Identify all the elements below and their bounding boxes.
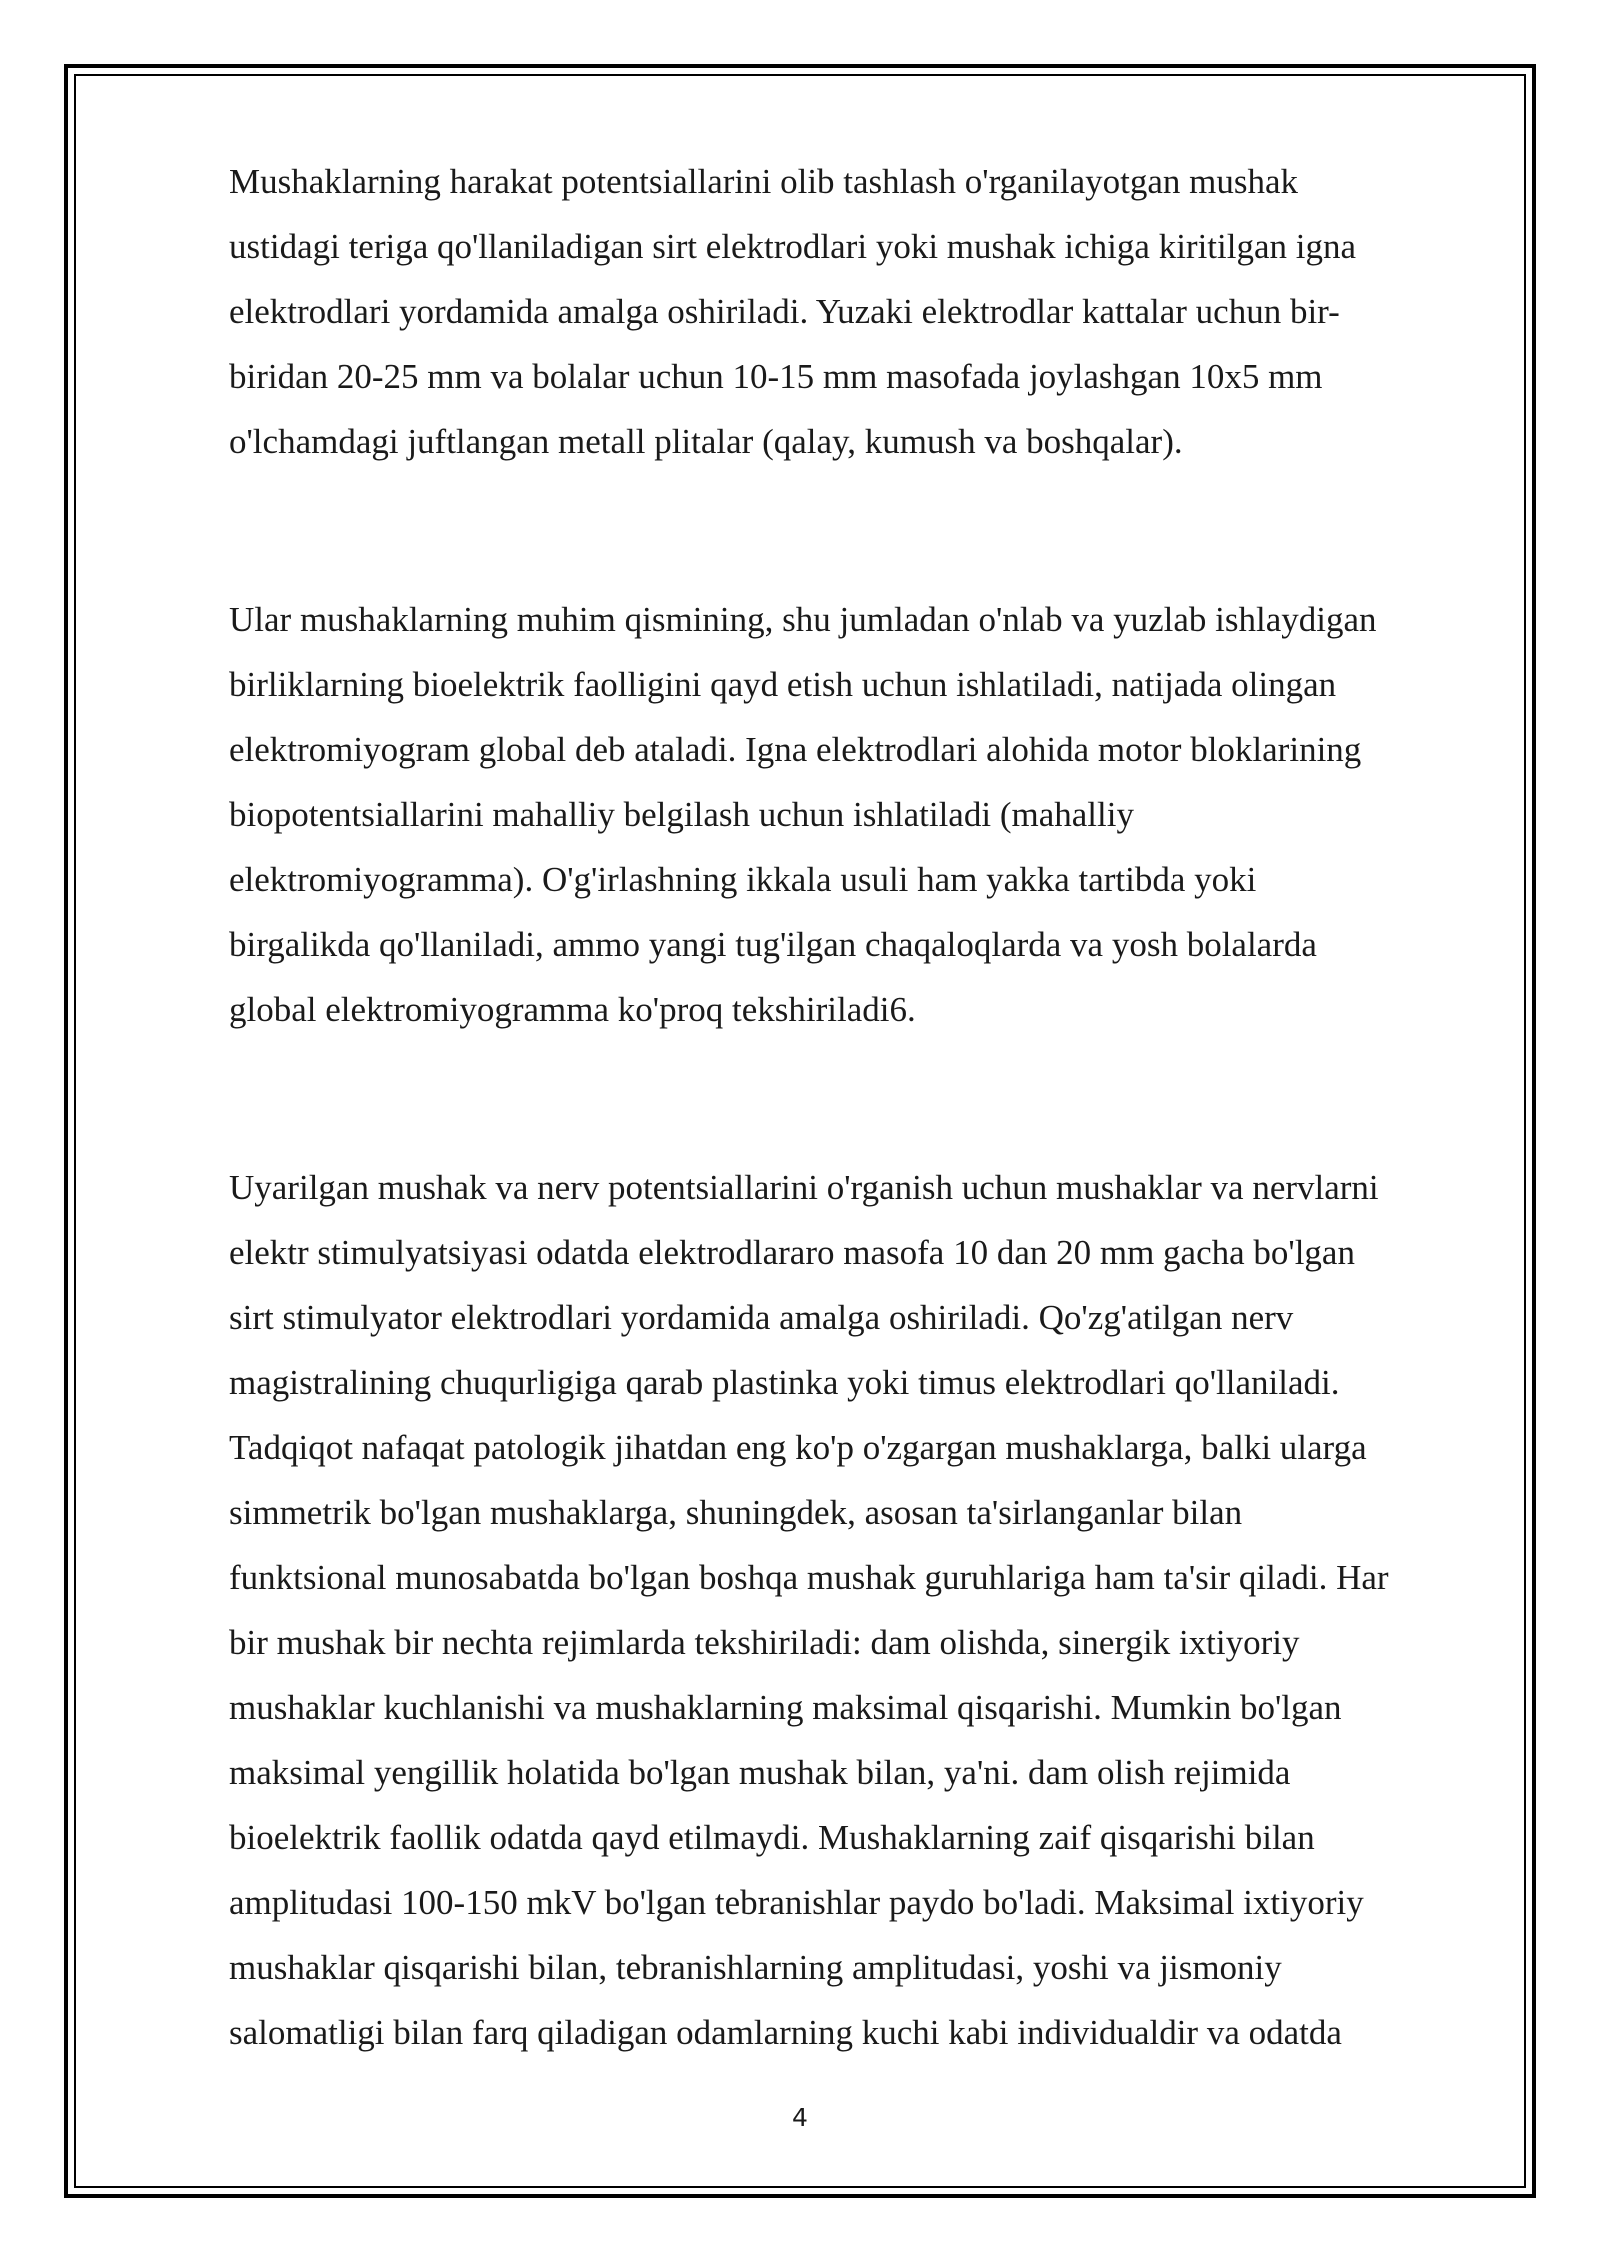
text-line: elektromiyogram global deb ataladi. Igna elektrodlari alohida motor bloklarining (229, 730, 1362, 769)
text-line: bioelektrik faollik odatda qayd etilmaydi. Mushaklarning zaif qisqarishi bilan (229, 1818, 1315, 1857)
text-line: Mushaklarning harakat potentsiallarini olib tashlash o'rganilayotgan mushak (229, 162, 1299, 201)
text-line: mushaklar qisqarishi bilan, tebranishlarning amplitudasi, yoshi va jismoniy (229, 1948, 1282, 1987)
text-line: Tadqiqot nafaqat patologik jihatdan eng ko'p o'zgargan mushaklarga, balki ularga (229, 1428, 1367, 1467)
paragraph-spacer (229, 474, 1489, 587)
text-line: elektrodlari yordamida amalga oshiriladi. Yuzaki elektrodlar kattalar uchun bir- (229, 292, 1340, 331)
text-line: magistralining chuqurligiga qarab plastinka yoki timus elektrodlari qo'llaniladi. (229, 1363, 1340, 1402)
text-line: o'lchamdagi juftlangan metall plitalar (qalay, kumush va boshqalar). (229, 422, 1183, 461)
text-line: Ular mushaklarning muhim qismining, shu jumladan o'nlab va yuzlab ishlaydigan (229, 600, 1377, 639)
text-line: sirt stimulyator elektrodlari yordamida amalga oshiriladi. Qo'zg'atilgan nerv (229, 1298, 1294, 1337)
text-line: global elektromiyogramma ko'proq tekshiriladi6. (229, 990, 916, 1029)
text-line: elektromiyogramma). O'g'irlashning ikkala usuli ham yakka tartibda yoki (229, 860, 1257, 899)
text-line: mushaklar kuchlanishi va mushaklarning maksimal qisqarishi. Mumkin bo'lgan (229, 1688, 1342, 1727)
text-line: amplitudasi 100-150 mkV bo'lgan tebranishlar paydo bo'ladi. Maksimal ixtiyoriy (229, 1883, 1364, 1922)
text-line: biopotentsiallarini mahalliy belgilash uchun ishlatiladi (mahalliy (229, 795, 1134, 834)
text-line: salomatligi bilan farq qiladigan odamlarning kuchi kabi individualdir va odatda (229, 2013, 1342, 2052)
text-line: bir mushak bir nechta rejimlarda tekshiriladi: dam olishda, sinergik ixtiyoriy (229, 1623, 1300, 1662)
text-line: Uyarilgan mushak va nerv potentsiallarini o'rganish uchun mushaklar va nervlarni (229, 1168, 1379, 1207)
paragraph-spacer (229, 1042, 1489, 1155)
text-line: maksimal yengillik holatida bo'lgan mushak bilan, ya'ni. dam olish rejimida (229, 1753, 1291, 1792)
paragraph-2 (229, 587, 1489, 1042)
text-line: biridan 20-25 mm va bolalar uchun 10-15 mm masofada joylashgan 10x5 mm (229, 357, 1323, 396)
paragraph-1 (229, 149, 1489, 474)
text-line: funktsional munosabatda bo'lgan boshqa mushak guruhlariga ham ta'sir qiladi. Har (229, 1558, 1389, 1597)
text-line: elektr stimulyatsiyasi odatda elektrodlararo masofa 10 dan 20 mm gacha bo'lgan (229, 1233, 1355, 1272)
text-line: simmetrik bo'lgan mushaklarga, shuningdek, asosan ta'sirlanganlar bilan (229, 1493, 1243, 1532)
text-line: birgalikda qo'llaniladi, ammo yangi tug'ilgan chaqaloqlarda va yosh bolalarda (229, 925, 1317, 964)
document-body (229, 149, 1489, 2065)
text-line: birliklarning bioelektrik faolligini qayd etish uchun ishlatiladi, natijada olingan (229, 665, 1337, 704)
paragraph-3 (229, 1155, 1489, 2065)
text-line: ustidagi teriga qo'llaniladigan sirt elektrodlari yoki mushak ichiga kiritilgan igna (229, 227, 1357, 266)
page-number: 4 (792, 2103, 808, 2132)
